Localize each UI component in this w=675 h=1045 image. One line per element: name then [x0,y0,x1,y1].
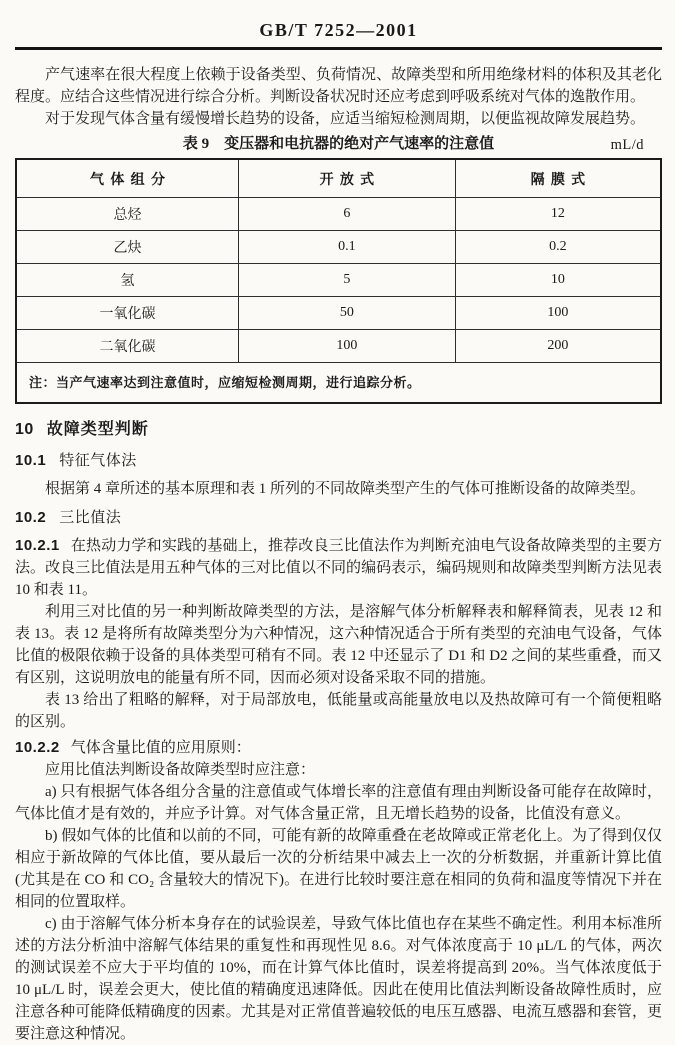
table9-caption-row [15,132,662,156]
clause-number: 10 [15,421,34,438]
clause-title: 特征气体法 [59,453,137,469]
clause-10-2-2 [15,737,662,759]
section-heading-10-1 [15,450,662,472]
intro-paragraph-1: 产气速率在很大程度上依赖于设备类型、负荷情况、故障类型和所用绝缘材料的体积及其老化程度。应结合这些情况进行综合分析。判断设备状况时还应考虑到呼吸系统对气体的逸散作用。 [15,67,662,105]
table-cell-gas: 氢 [16,264,239,297]
table-cell-gas: 二氧化碳 [16,330,239,363]
list-item-b: b) 假如气体的比值和以前的不同，可能有新的故障重叠在老故障或正常老化上。为了得到仅仅相应于新故障的气体比值，要从最后一次的分析结果中减去上一次的分析数据，并重新计算比值(尤其是在 CO 和 CO₂ 含量较大的情况下)。在进行比较时要注意在相同的负荷和温度等情况下并在相同的位置取样。 [15,828,662,910]
table-cell-diaphragm: 0.2 [455,231,661,264]
clause-title: 故障类型判断 [46,421,149,438]
table-cell-open: 100 [239,330,456,363]
table-cell-diaphragm: 12 [455,198,661,231]
list-item-c: c) 由于溶解气体分析本身存在的试验误差，导致气体比值也存在某些不确定性。利用本标准所述的方法分析油中溶解气体结果的重复性和再现性见 8.6。对气体浓度高于 10 μL/L 的气体，两次的测试误差不应大于平均值的 10%，而在计算气体比值时，误差将提高到 20%。当气体浓度低于 10 μL/L 时，误差会更大，使比值的精确度迅速降低。因此在使用比值法判断设备故障性质时，应注意各种可能降低精确度的因素。尤其是对正常值普遍较低的电压互感器、电流互感器和套管，更要注意这种情况。 [15,916,662,1042]
table9-unit-label: mL/d [610,137,644,153]
table-note: 注：当产气速率达到注意值时，应缩短检测周期，进行追踪分析。 [16,363,661,404]
intro-paragraph-2: 对于发现气体含量有缓慢增长趋势的设备，应适当缩短检测周期，以便监视故障发展趋势。 [45,111,646,127]
paragraph-apply-rules: 应用比值法判断设备故障类型时应注意： [45,762,316,778]
clause-number: 10.2.2 [15,739,60,756]
table-cell-gas: 一氧化碳 [16,297,239,330]
gas-rate-table [15,158,662,404]
table-note-row [16,363,661,404]
table-cell-gas: 总烃 [16,198,239,231]
table-cell-diaphragm: 200 [455,330,661,363]
paragraph-10-1: 根据第 4 章所述的基本原理和表 1 所列的不同故障类型产生的气体可推断设备的故障类型。 [45,481,646,497]
clause-number: 10.2.1 [15,537,60,554]
list-item-a: a) 只有根据气体各组分含量的注意值或气体增长率的注意值有理由判断设备可能存在故障时，气体比值才是有效的，并应予计算。对气体含量正常，且无增长趋势的设备，比值没有意义。 [15,784,662,822]
table-cell-open: 50 [239,297,456,330]
table-row [16,231,661,264]
table-cell-diaphragm: 100 [455,297,661,330]
table-cell-open: 0.1 [239,231,456,264]
table-row [16,330,661,363]
table-cell-diaphragm: 10 [455,264,661,297]
table-row [16,198,661,231]
paragraph-ratio-method: 利用三对比值的另一种判断故障类型的方法，是溶解气体分析解释表和解释简表，见表 12 和表 13。表 12 是将所有故障类型分为六种情况，这六种情况适合于所有类型的充油电气设备，气体比值的极限依赖于设备的具体类型可稍有不同。表 12 中还显示了 D1 和 D2 之间的某些重叠，而又有区别，这说明放电的能量有所不同，因而必须对设备采取不同的措施。 [15,604,662,686]
column-header-diaphragm-type: 隔膜式 [455,159,661,198]
paragraph-table13: 表 13 给出了粗略的解释，对于局部放电，低能量或高能量放电以及热故障可有一个简便粗略的区别。 [15,692,662,730]
clause-text: 在热动力学和实践的基础上，推荐改良三比值法作为判断充油电气设备故障类型的主要方法。改良三比值法是用五种气体的三对比值以不同的编码表示，编码规则和故障类型判断方法见表 10 和表 11。 [15,538,662,598]
table-row [16,264,661,297]
clause-title: 三比值法 [59,510,122,526]
clause-title: 气体含量比值的应用原则： [70,740,251,756]
clause-number: 10.2 [15,509,47,526]
table-header-row [16,159,661,198]
column-header-open-type: 开放式 [239,159,456,198]
table-cell-open: 6 [239,198,456,231]
table-cell-gas: 乙炔 [16,231,239,264]
clause-10-2-1 [15,535,662,601]
table9-caption: 表 9 变压器和电抗器的绝对产气速率的注意值 [182,136,495,152]
clause-number: 10.1 [15,452,47,469]
column-header-gas-component: 气体组分 [16,159,239,198]
section-heading-10-2 [15,507,662,529]
header-rule [15,47,662,50]
standard-number-header: GB/T 7252—2001 [259,20,418,40]
table-row [16,297,661,330]
table-cell-open: 5 [239,264,456,297]
section-heading-10 [15,419,662,441]
